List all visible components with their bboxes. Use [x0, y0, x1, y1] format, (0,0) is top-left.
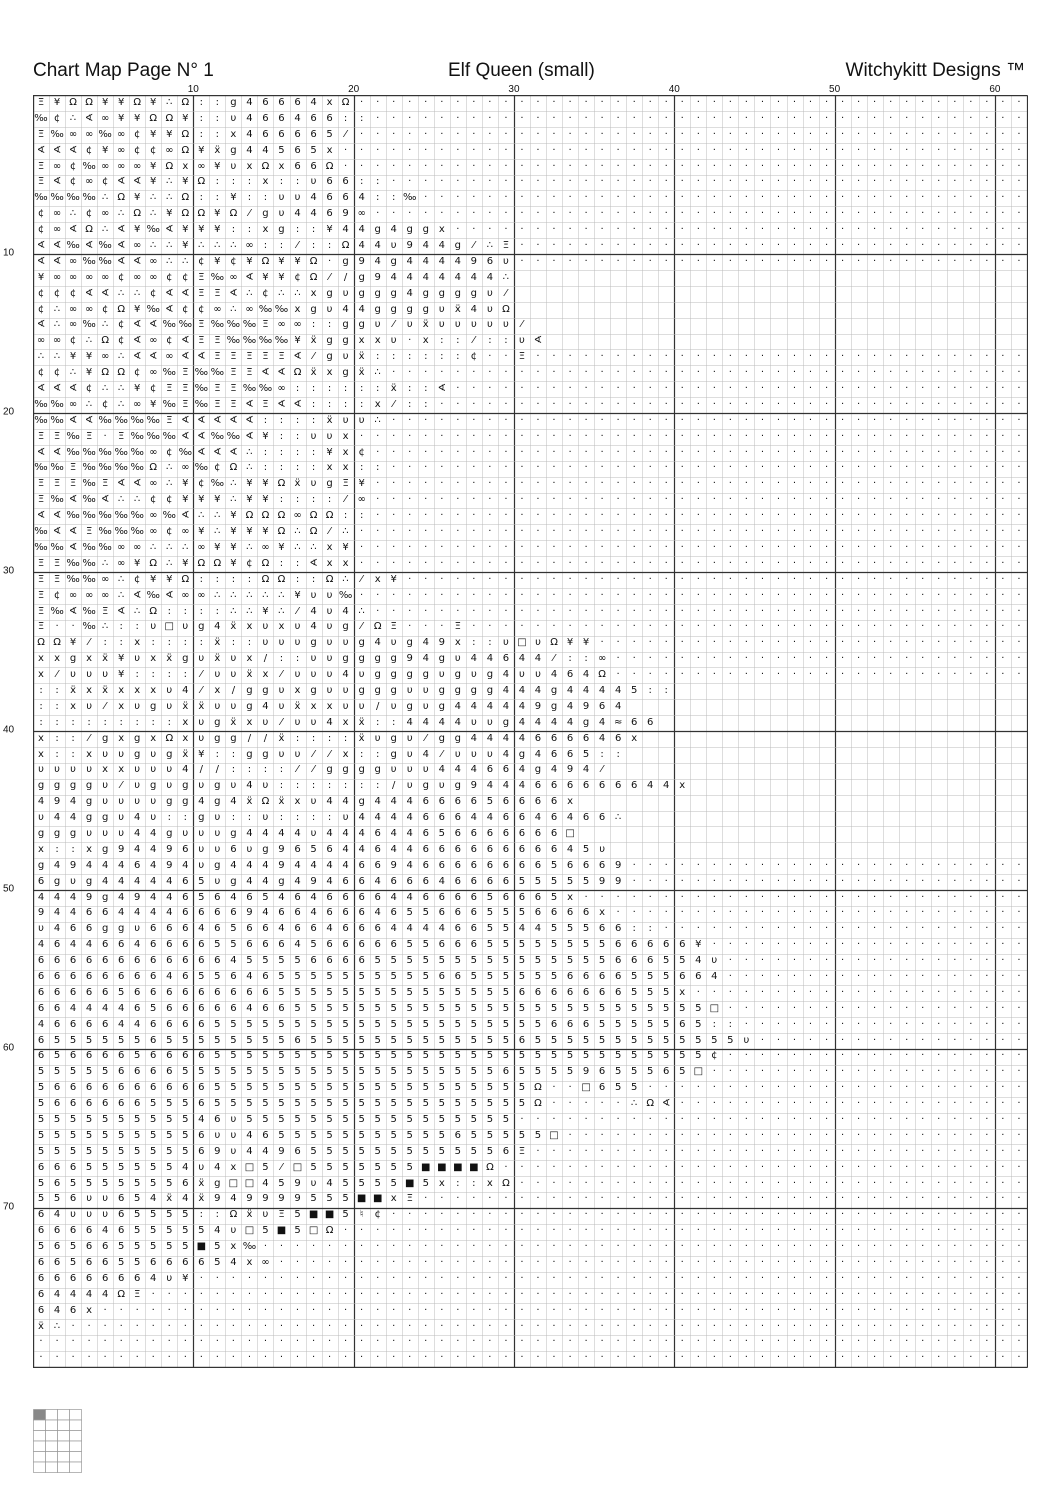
chart-row: 6 5 5 5 5 5 5 6 5 5 5 5 5 5 5 5 6 5 5 5 5 5 5 5 5 5 5 5 5 5 6 5 5 5 5 5 5 5 5 5 5 5 5 5 υ · · · · · · · · · · · · · · · · ·	[37, 1034, 1021, 1046]
chart-row: υ 4 6 6 g g υ 6 6 6 4 6 5 6 6 4 6 6 4 6 6 6 4 4 4 4 6 6 5 5 4 4 5 5 5 6 6 : : · · · · · · · · · · · · · · · · · · · · · · ·	[38, 923, 1021, 935]
chart-row: 6 5 6 6 6 6 5 6 6 6 6 5 5 5 5 5 5 5 5 5 5 5 5 5 5 5 5 5 5 5 5 5 5 5 5 5 5 5 5 5 5 5 ¢ · · · · · · · · · · · · · · · · · · ·	[37, 1050, 1021, 1062]
chart-row: Ξ Ξ Ξ ‰ Ξ ∢ ∢ ∞ ∴ ¥ ¢ ‰ ∴ ¥ ¥ Ω ẍ υ g Ξ ¥ · · · · · · · · · · · · · · · · · · · · · · · · · · · · · · · · · · · · · · · · ·	[37, 478, 1021, 490]
designer-brand: Witchykitt Designs ™	[845, 60, 1025, 81]
row-numbers	[0, 95, 33, 1367]
chart-row: 6 4 4 4 4 Ω Ξ · · · · · · · · · · · · · · · · · · · · · · · · · · · · · · · · · · · · · · · · · · · · · · · · · · · · · · ·	[37, 1288, 1021, 1300]
chart-row: 5 6 6 6 6 6 6 5 5 5 6 5 5 5 5 5 5 5 5 5 5 5 5 5 5 5 5 5 5 5 5 Ω · · · · · ∴ Ω ∢ · · · · · · · · · · · · · · · · · · · · · ·	[37, 1098, 1021, 1110]
row-number: 50	[3, 883, 15, 895]
chart-row: x : : x υ υ g υ g ẍ ¥ : : g g υ υ ⁄ ⁄ x : : g υ 4 ⁄ υ υ υ 4 g 4 6 6 5 : :	[38, 748, 620, 760]
chart-row: υ υ υ υ x x υ υ υ 4 / / : : : : ⁄ ⁄ g g g g υ υ υ 4 4 4 6 6 4 g 4 9 4 ⁄	[38, 764, 603, 776]
row-number: 70	[3, 1201, 15, 1213]
page-cell	[46, 1431, 58, 1442]
chart-row: 5 5 5 5 5 5 5 5 5 5 6 υ υ 4 6 5 5 5 5 5 5 5 5 5 5 5 6 5 5 5 5 5 □ · · · · · · · · · · · · · · · · · · · · · · · · · · · · ·	[37, 1129, 1021, 1141]
chart-row: ¢ ∞ ∴ ¢ ∞ ∴ Ω ∴ ¥ Ω Ω ¥ Ω ⁄ g υ 4 4 6 9 ∞ · · · · · · · · · · · · · · · · · · · · · · · · · · · · · · · · · · · · · · · · ·	[37, 208, 1021, 220]
page-cell	[34, 1462, 46, 1473]
column-number: 40	[668, 84, 680, 95]
chart-row: Ξ ‰ ∢ ‰ ∢ ∴ ∴ ¢ ¢ ¥ ¥ ¥ ∴ ¥ ¥ : : : : ⁄ ∞ · · · · · · · · · · · · · · · · · · · · · · · · · · · · · · · · · · · · · · · · ·	[37, 494, 1021, 506]
page-cell	[58, 1441, 70, 1452]
current-page-cell	[34, 1410, 46, 1421]
chart-row: ‰ ‰ Ξ ‰ ‰ ‰ ‰ Ω ∴ ∞ ‰ ¢ Ω ∴ : : : : x x : : · · · · · · · · · · · · · · · · · · · · · · · · · · · · · · · · · · · · · · · ·	[34, 462, 1021, 474]
chart-row: : : ẍ x ẍ x x x υ 4 ⁄ x / g g υ x g υ υ g g g υ υ g g g g 4 4 4 g 4 4 4 4 5 : :	[39, 684, 668, 696]
page-cell	[70, 1431, 82, 1442]
row-number: 20	[3, 406, 15, 418]
chart-row: 5 6 5 6 6 5 5 5 5 5 ■ 5 x ‰ · · · · · · · · · · · · · · · · · · · · · · · · · · · · · · · · · · · · · · · · · · · · · · · ·	[37, 1241, 1021, 1253]
chart-row: 5 6 5 5 5 5 5 5 5 6 ẍ g □ □ 4 5 9 υ 4 5 5 5 5 ■ 5 x : : x Ω · · · · · · · · · · · · · · · · · · · · · · · · · · · · · · · ·	[37, 1177, 1021, 1189]
page-cell	[46, 1410, 58, 1421]
row-number: 40	[3, 724, 15, 736]
chart-map-page-title: Chart Map Page N° 1	[33, 60, 214, 81]
chart-row: x x g x ẍ ¥ υ x ẍ g υ ẍ υ x / : : υ υ g g g g 9 4 g υ 4 4 6 4 4 ⁄ : : ∞ · · · · · · · · · · · · · · · · · · · · · · · · · ·	[38, 653, 1021, 665]
page-cell	[70, 1410, 82, 1421]
chart-row: 4 6 4 4 6 6 4 6 6 6 6 5 5 6 6 6 4 5 6 6 6 6 6 5 5 6 6 6 5 5 5 5 5 5 5 5 6 6 6 6 6 ¥ · · · · · · · · · · · · · · · · · · · ·	[37, 939, 1021, 951]
chart-row: Ξ Ξ ‰ ‰ ∞ ∴ ¢ ¥ ¥ Ω : : : : Ω Ω : : Ω ∴ ⁄ x ¥ · · · · · · · · · · · · · · · · · · · · · · · · · · · · · · · · · · · · · · ·	[37, 573, 1021, 585]
chart-row: 6 6 6 6 6 6 6 6 4 6 5 5 6 4 6 5 5 5 5 5 5 5 5 5 5 6 6 5 5 5 5 5 5 6 6 6 6 5 5 5 6 6 4 · · · · · · · · · · · · · · · · · · ·	[37, 970, 1021, 982]
column-number: 50	[829, 84, 841, 95]
chart-row: ‰ ‰ ∞ ∴ ¢ ∴ ∞ ¥ ‰ Ξ ‰ Ξ Ξ ∢ Ξ ∢ ∢ : : : : x ⁄ : : · · · · · · · · · · · · · · · · · · · · · · · · · · · · · · · · · · · · ·	[34, 398, 1021, 410]
chart-row: ‰ ‰ ∢ ∢ ‰ ‰ ‰ ‰ Ξ ∢ ∢ ∢ ∢ ∢ : : : : ẍ υ υ ∴ · · · · · · · · · · · · · · · · · · · · · · · · · · · · · · · · · · · · · · · ·	[34, 414, 1021, 426]
chart-row: 6 g υ g 4 4 4 4 4 6 5 υ g 4 4 g 4 9 4 6 6 4 6 6 6 4 6 6 6 6 5 5 5 5 5 9 9 · · · · · · · · · · · · · · · · · · · · · · · · ·	[37, 875, 1021, 887]
chart-row: 5 5 5 5 5 5 5 5 5 5 6 9 υ 4 4 9 6 5 5 5 5 5 5 5 5 5 5 5 5 6 Ξ · · · · · · · · · · · · · · · · · · · · · · · · · · · · · · ·	[37, 1145, 1021, 1157]
chart-row: 4 9 4 g υ υ υ υ g g 4 g 4 ẍ Ω ẍ x υ 4 4 g 4 4 4 6 6 6 6 5 6 6 6 6 x	[37, 796, 573, 808]
chart-row: ∢ ∢ ‰ ∢ ‰ ∢ ∞ ∴ ∴ ¥ ∴ ∴ ∴ ∞ : : ⁄ : : Ω 4 4 υ 9 4 4 g ⁄ ∴ Ξ · · · · · · · · · · · · · · · · · · · · · · · · · · · · · · · ·	[36, 240, 1021, 252]
chart-row: 5 6 6 6 6 6 6 6 6 6 6 5 5 5 5 5 5 5 5 5 5 5 5 5 5 5 5 5 5 5 5 Ω · · □ 6 5 5 · · · · · · · · · · · · · · · · · · · · · · · ·	[37, 1082, 1021, 1094]
chart-row: ∢ ∢ ∢ ¢ ∴ ∴ ¥ ¢ Ξ Ξ ‰ Ξ Ξ ‰ ‰ ∞ : : : : : : ẍ : : ∢ · · · · · · · · · · · · · · · · · · · · · · · · · · · · · · · · · · · ·	[36, 383, 1021, 395]
page-cell	[34, 1431, 46, 1442]
chart-row: ¢ ∞ ∢ Ω ∴ ∢ ¥ ‰ ∢ ¥ ¥ ¥ : : x g : : ¥ 4 4 g 4 g g x · · · · · · · · · · · · · · · · · · · · · · · · · · · · · · · · · · · ·	[37, 224, 1021, 236]
page-cell	[46, 1462, 58, 1473]
chart-row: 5 5 5 5 5 6 6 6 6 5 5 5 5 5 5 5 5 5 5 5 5 5 5 5 5 5 5 5 5 6 5 5 5 5 9 6 5 5 5 6 5 □ · · · · · · · · · · · · · · · · · · · ·	[37, 1066, 1021, 1078]
chart-row: ∢ ∢ ∞ ‰ ‰ ∢ ∢ ∞ ∴ ∴ ¢ ¥ ¢ ¥ Ω ¥ ¥ Ω · g 9 4 g 4 4 4 4 9 6 υ · · · · · · · · · · · · · · · · · · · · · · · · · · · · · · · ·	[36, 255, 1021, 267]
pattern-title: Elf Queen (small)	[448, 60, 595, 81]
chart-row: ¥ ∞ ∞ ∞ ∞ ¢ ∞ ∞ ¢ ¢ Ξ ‰ ∞ ∢ ¥ ¥ ¢ Ω ⁄ / g 9 4 4 4 4 4 4 4 ∴	[37, 271, 510, 283]
chart-row: x : : ⁄ g x g x Ω x υ g g / / ẍ : : : : ẍ υ g υ ⁄ g g 4 4 4 4 6 6 6 6 4 6 x	[38, 732, 638, 744]
chart-row: ¢ ¢ ¢ ∢ ∢ ∴ ∴ ¢ ∢ ∢ Ξ Ξ ∢ ∴ ¢ ∴ ∴ x g υ g g g 4 g g g g υ ⁄	[37, 287, 507, 299]
chart-row: Ξ ¢ ∞ ∞ ∞ ∴ ∢ ‰ ∢ ∞ ∞ ∴ ∴ ∴ ∴ ∴ ¥ υ υ ‰ · · · · · · · · · · · · · · · · · · · · · · · · · · · · · · · · · · · · · · · · · ·	[37, 589, 1021, 601]
cross-stitch-chart	[33, 95, 1027, 1367]
chart-row: ∴ ∴ ¥ ¥ ∞ ∴ ∢ ∢ ∞ ∢ ∢ Ξ Ξ Ξ Ξ Ξ ∢ ⁄ g υ ẍ : : : : : : ¢ · · Ξ · · · · · · · · · · · · · · · · · · · · · · · · · · · · · · ·	[37, 351, 1021, 363]
chart-row: Ω Ω ¥ ⁄ : : x : : : : ẍ : : υ υ υ g υ υ g 4 υ g 4 9 x : : υ □ υ Ω ¥ ¥ · · · · · · · · · · · · · · · · · · · · · · · · · · ·	[37, 637, 1021, 649]
chart-row: · · · · · · · · · · · · · · · · · · · · · · · · · · · · · · · · · · · · · · · · · · · · · · · · · · · · · · · · · · · · · ·	[39, 1352, 1021, 1364]
chart-row: ‰ ‰ ‰ ‰ ∴ Ω ¥ ∴ ∴ Ω : : ¥ : : υ υ 4 6 6 4 : : ‰ · · · · · · · · · · · · · · · · · · · · · · · · · · · · · · · · · · · · · ·	[34, 192, 1021, 204]
chart-row: 6 4 υ υ υ 6 5 5 5 5 : : Ω ẍ υ Ξ 5 ■ ■ 5 ♮ ¢ · · · · · · · · · · · · · · · · · · · · · · · · · · · · · · · · · · · · · · · ·	[37, 1209, 1021, 1221]
chart-row: 6 6 6 5 5 5 5 5 5 4 υ 4 x □ 5 ⁄ □ 5 5 5 5 5 5 5 ■ ■ ■ ■ Ω · · · · · · · · · · · · · · · · · · · · · · · · · · · · · · · · ·	[37, 1161, 1021, 1173]
chart-row: ∞ ∞ ¢ ∴ Ω ¢ ∢ ∞ ¢ ∢ Ξ Ξ ‰ ‰ ‰ ‰ ¥ ẍ g g x x υ · x : : ⁄ : : υ ∢	[36, 335, 543, 347]
page-cell	[70, 1452, 82, 1463]
chart-row: : : : : : : : : : x υ g ẍ x υ ⁄ υ υ 4 x ẍ : : 4 4 4 4 υ υ g 4 4 4 4 g 4 ≈ 6 6	[39, 716, 654, 728]
chart-row: g 4 9 4 4 4 6 4 9 4 υ g 4 4 4 9 4 4 4 4 6 6 9 4 6 6 6 6 6 6 6 6 5 6 6 6 9 · · · · · · · · · · · · · · · · · · · · · · · · ·	[37, 859, 1021, 871]
page-cell	[34, 1441, 46, 1452]
chart-row: x : : x g 9 4 4 9 6 υ υ 6 υ g 9 6 5 6 4 4 6 4 4 6 6 6 6 6 6 6 6 6 4 5 υ	[38, 843, 605, 855]
chart-row: g g g g υ ⁄ υ g υ g υ g υ 4 υ : : : : : : : / υ g υ g 9 4 4 4 6 6 6 6 6 6 6 4 4 x	[37, 780, 686, 792]
chart-row: Ξ ‰ ∢ ‰ Ξ ∢ ∴ Ω : : : : ∴ ∴ ¥ ∴ ⁄ 4 υ 4 ∴ · · · · · · · · · · · · · · · · · · · · · · · · · · · · · · · · · · · · · · · · ·	[37, 605, 1021, 617]
chart-row: : : x υ ⁄ x υ g υ ẍ ẍ υ υ g 4 υ ẍ x x υ υ / υ g υ g 4 4 4 4 4 9 g 4 9 6 4	[39, 700, 622, 712]
row-number: 10	[3, 247, 15, 259]
page-cell	[70, 1462, 82, 1473]
page-cell	[46, 1420, 58, 1431]
chart-row: Ξ ∢ ¢ ∞ ¢ ∢ ∢ ¥ ∴ ¥ Ω : : : x : : υ 6 6 : : · · · · · · · · · · · · · · · · · · · · · · · · · · · · · · · · · · · · · · · ·	[37, 176, 1021, 188]
chart-row: ‰ ¢ ∴ ∢ ∞ ¥ ¥ Ω Ω ¥ : : υ 4 6 6 4 6 6 : : · · · · · · · · · · · · · · · · · · · · · · · · · · · · · · · · · · · · · · · · ·	[34, 112, 1021, 124]
page-cell	[70, 1420, 82, 1431]
chart-row: ¢ ¢ ∴ ¥ Ω Ω ¢ ∞ ‰ Ξ ‰ ‰ Ξ Ξ ∢ ∢ Ω ẍ x g ẍ ∴ · · · · · · · · · · · · · · · · · · · · · · · · · · · · · · · · · · · · · · · ·	[37, 367, 1021, 379]
chart-row: 4 4 4 9 g 4 9 4 4 6 5 6 4 6 5 4 6 4 6 6 6 6 4 4 6 6 6 6 5 6 6 6 5 x · · · · · · · · · · · · · · · · · · · · · · · · · · · ·	[37, 891, 1021, 903]
chart-row: 6 6 6 6 6 5 6 6 6 6 6 6 6 6 6 5 5 5 5 5 5 5 5 5 5 5 5 5 5 5 6 6 6 6 6 6 6 5 5 5 x · · · · · · · · · · · · · · · · · · · · ·	[37, 986, 1021, 998]
chart-row: Ξ ¥ Ω Ω ¥ ¥ Ω ¥ ∴ Ω : : g 4 6 6 6 4 x Ω · · · · · · · · · · · · · · · · · · · · · · · · · · · · · · · · · · · · · · · · · ·	[37, 97, 1021, 108]
page-cell	[70, 1441, 82, 1452]
row-number: 60	[3, 1042, 15, 1054]
column-number: 30	[508, 84, 520, 95]
chart-row: 6 6 6 6 6 6 6 6 6 6 6 6 4 5 5 5 5 6 6 6 6 5 5 5 5 5 5 5 5 5 5 5 5 5 5 5 6 6 6 5 5 4 υ · · · · · · · · · · · · · · · · · · ·	[37, 955, 1021, 967]
column-number: 60	[989, 84, 1001, 95]
page-cell	[58, 1431, 70, 1442]
chart-row: ∢ ∢ ‰ ‰ ‰ ‰ ‰ ∞ ¢ ‰ ∢ ∢ ∢ ∴ : : : : ¥ x ¢ · · · · · · · · · · · · · · · · · · · · · · · · · · · · · · · · · · · · · · · · ·	[36, 446, 1021, 458]
chart-row: 5 5 6 υ υ 6 5 4 ẍ 4 ẍ 9 4 9 9 9 9 5 5 5 ■ ■ x Ξ · · · · · · · · · · · · · · · · · · · · · · · · · · · · · · · · · · · · · ·	[37, 1193, 1021, 1205]
chart-row: 6 4 6 x · · · · · · · · · · · · · · · · · · · · · · · · · · · · · · · · · · · · · · · · · · · · · · · · · · · · · · · · · ·	[37, 1304, 1021, 1316]
chart-row: ∢ ∢ ‰ ‰ ‰ ‰ ‰ ∞ ‰ ∢ ∴ ∴ ¥ Ω Ω Ω ∞ Ω Ω : : · · · · · · · · · · · · · · · · · · · · · · · · · · · · · · · · · · · · · · · · ·	[36, 510, 1021, 522]
chart-row: x ⁄ υ υ υ ¥ : : : : ⁄ υ υ ẍ x ⁄ υ υ υ 4 υ g g g g υ g υ g 4 υ υ 4 6 4 Ω · · · · · · · · · · · · · · · · · · · · · · · · · ·	[38, 669, 1021, 681]
chart-row: ∢ ∴ ∞ ‰ ∴ ¢ ∢ ∢ ‰ ‰ Ξ ‰ ‰ ‰ Ξ ∞ ∞ : : g g υ ⁄ υ ẍ υ υ υ υ υ ⁄	[36, 319, 523, 331]
chart-row: 6 6 5 6 6 5 5 6 6 6 6 5 4 x ∞ · · · · · · · · · · · · · · · · · · · · · · · · · · · · · · · · · · · · · · · · · · · · · · ·	[37, 1257, 1021, 1269]
chart-row: 6 6 6 6 6 6 6 4 υ ¥ · · · · · · · · · · · · · · · · · · · · · · · · · · · · · · · · · · · · · · · · · · · · · · · · · · · ·	[37, 1272, 1021, 1284]
chart-row: 6 6 6 6 4 6 5 5 5 5 5 4 υ □ 5 ■ 5 □ Ω · · · · · · · · · · · · · · · · · · · · · · · · · · · · · · · · · · · · · · · · · · ·	[37, 1225, 1021, 1237]
page-cell	[34, 1452, 46, 1463]
page-cell	[58, 1462, 70, 1473]
page-map-thumbnail	[33, 1409, 85, 1475]
chart-row: Ξ ‰ ∞ ∞ ‰ ∞ ¢ ¥ ¥ Ω : : x 4 6 6 6 6 5 ⁄ · · · · · · · · · · · · · · · · · · · · · · · · · · · · · · · · · · · · · · · · · ·	[37, 128, 1021, 140]
chart-row: 6 6 4 4 4 4 6 5 6 6 6 6 6 4 6 6 5 5 5 5 5 5 5 5 5 5 5 5 5 5 5 5 5 5 5 5 5 5 5 5 5 5 □ · · · · · · · · · · · · · · · · · · ·	[37, 1002, 1021, 1014]
chart-row: ẍ ∴ · · · · · · · · · · · · · · · · · · · · · · · · · · · · · · · · · · · · · · · · · · · · · · · · · · · · · · · · · · · ·	[38, 1320, 1021, 1332]
page-cell	[58, 1452, 70, 1463]
column-number: 10	[187, 84, 199, 95]
chart-row: 4 6 6 6 6 4 4 6 6 6 6 5 5 5 5 5 5 5 5 5 5 5 5 5 5 5 5 5 5 5 5 5 6 6 6 5 5 5 5 5 6 5 : : · · · · · · · · · · · · · · · · · ·	[37, 1018, 1021, 1030]
row-number: 30	[3, 565, 15, 577]
chart-row: υ 4 4 g g υ 4 υ : : g υ : : υ : : : : υ 4 4 4 4 6 6 6 4 4 6 6 4 6 4 6 6 ∴	[38, 812, 622, 824]
page-cell	[34, 1420, 46, 1431]
chart-row: 5 5 5 5 5 5 5 5 5 5 4 6 υ 5 5 5 5 5 5 5 5 5 5 5 5 5 5 5 5 5 · · · · · · · · · · · · · · · · · · · · · · · · · · · · · · · ·	[37, 1114, 1021, 1125]
chart-row: Ξ Ξ ‰ ‰ ∴ ∞ ¥ Ω ∴ ¥ Ω Ω ¥ ¢ Ω : : ∢ x x · · · · · · · · · · · · · · · · · · · · · · · · · · · · · · · · · · · · · · · · · ·	[37, 557, 1021, 569]
chart-row: 9 4 4 6 6 4 4 4 4 6 6 6 6 9 4 6 6 4 6 6 6 4 6 5 5 6 6 6 5 5 5 6 6 6 6 x · · · · · · · · · · · · · · · · · · · · · · · · · ·	[37, 907, 1021, 919]
chart-row: ¢ ∴ ∞ ∞ ¢ Ω ¥ ‰ ∢ ¢ ¢ ∞ ∴ ∞ ‰ ‰ x g υ 4 4 g g g g υ ẍ 4 υ Ω	[37, 303, 510, 315]
chart-row: Ξ ∞ ¢ ‰ ∞ ∞ ∞ ¥ Ω x ∞ ¥ υ x Ω x 6 6 Ω · · · · · · · · · · · · · · · · · · · · · · · · · · · · · · · · · · · · · · · · · · ·	[37, 160, 1021, 172]
chart-row: ‰ ‰ ∢ ‰ ‰ ∞ ∞ ∴ ∴ ∴ ∞ ¥ ¥ ∴ ∞ ¥ ∴ ∴ x ¥ · · · · · · · · · · · · · · · · · · · · · · · · · · · · · · · · · · · · · · · · · ·	[34, 541, 1021, 553]
chart-row: ‰ ∢ ∢ Ξ ‰ ‰ ‰ ∞ ¢ ∞ ¥ ∴ ¥ ¥ ¥ Ω ∴ Ω ⁄ ∴ · · · · · · · · · · · · · · · · · · · · · · · · · · · · · · · · · · · · · · · · · ·	[34, 526, 1021, 538]
chart-row: g g g υ υ υ 4 4 g υ υ υ g 4 4 4 4 υ 4 4 4 6 4 4 6 5 6 6 6 6 6 6 6 □	[37, 827, 575, 839]
column-number: 20	[348, 84, 360, 95]
page-cell	[46, 1452, 58, 1463]
page-cell	[46, 1441, 58, 1452]
page-cell	[58, 1420, 70, 1431]
chart-row: Ξ Ξ ‰ Ξ · Ξ ‰ ‰ ‰ ∢ ∢ ‰ ‰ ∢ ¥ : : υ υ x · · · · · · · · · · · · · · · · · · · · · · · · · · · · · · · · · · · · · · · · · ·	[37, 430, 1021, 442]
chart-row: Ξ · · ‰ ∴ : : υ □ υ g 4 ẍ x υ x υ 4 υ g ⁄ Ω Ξ · · · Ξ · · · · · · · · · · · · · · · · · · · · · · · · · · · · · · · · · · ·	[37, 621, 1021, 633]
chart-row: · · · · · · · · · · · · · · · · · · · · · · · · · · · · · · · · · · · · · · · · · · · · · · · · · · · · · · · · · · · · · ·	[39, 1336, 1021, 1348]
page-cell	[58, 1410, 70, 1421]
chart-row: ∢ ∢ ∢ ¢ ¥ ∞ ¢ ¢ ∞ Ω ¥ ẍ g 4 4 5 6 5 x · · · · · · · · · · · · · · · · · · · · · · · · · · · · · · · · · · · · · · · · · · ·	[36, 144, 1021, 156]
